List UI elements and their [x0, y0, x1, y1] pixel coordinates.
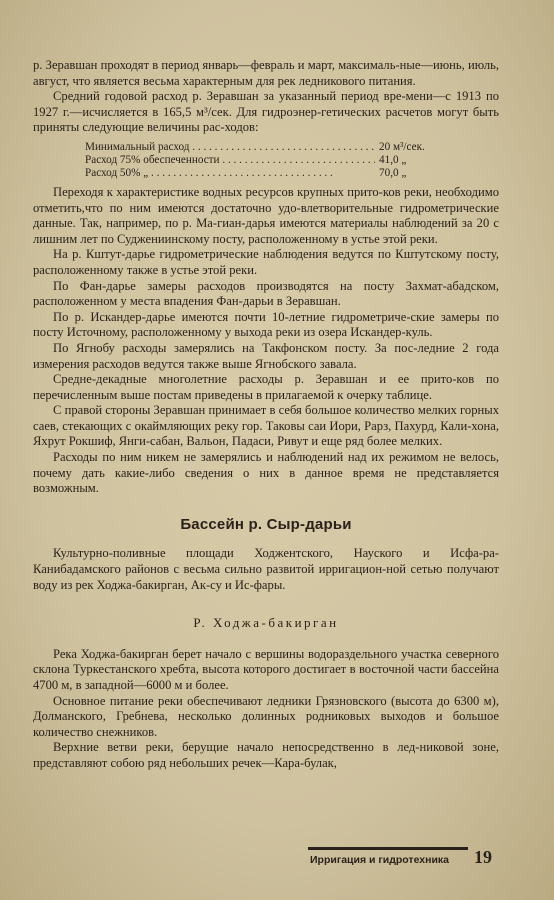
- discharge-row: [85, 167, 453, 180]
- paragraph: р. Зеравшан проходят в период январь—февраль и март, максималь-ные—июнь, июль, август, что является весьма характерным для рек ледникового питания.: [33, 58, 499, 88]
- discharge-row: [85, 141, 453, 154]
- discharge-value: 70,0 „: [379, 166, 407, 179]
- paragraph: Средне-декадные многолетние расходы р. Зеравшан и ее прито-ков по перечисленным выше постам приведены в прилагаемой к очерку таблице.: [33, 372, 499, 402]
- discharge-label: Минимальный расход . . .: [85, 141, 375, 154]
- paragraph: Верхние ветви реки, берущие начало непосредственно в лед-никовой зоне, представляют собою ряд небольших речек—Кара-булак,: [33, 740, 499, 770]
- paragraph: Основное питание реки обеспечивают ледники Грязновского (высота до 6300 м), Долманского, Гребнева, несколько долинных родниковых выходов и большое количество снежников.: [33, 693, 499, 739]
- paragraph: С правой стороны Зеравшан принимает в себя большое количество мелких горных саев, стекающих с окаймляющих реку гор. Таковы саи Иори, Рарз, Пахурд, Кали-хона, Яхрут Рокшиф, Янги-сабан, Вальон, Падаси, Ривут и еще ряд более мелких.: [33, 403, 499, 449]
- paragraph: По р. Искандер-дарье имеются почти 10-летние гидрометриче-ские замеры по посту Источному, расположенному у выхода реки из озера Искандер-куль.: [33, 309, 499, 340]
- paragraph: По Ягнобу расходы замерялись на Такфонском посту. За пос-ледние 2 года измерения расходов ведутся также выше Ягнобского завала.: [33, 340, 499, 371]
- discharge-values-list: [85, 141, 453, 180]
- footer-rule: [308, 847, 468, 850]
- section-heading: Бассейн р. Сыр-дарьи: [180, 515, 352, 533]
- river-subheading: Р. Ходжа-бакирган: [193, 615, 339, 631]
- paragraph: Средний годовой расход р. Зеравшан за указанный период вре-мени—с 1913 по 1927 г.—исчисляется в 165,5 м³/сек. Для гидроэнер-гетических расчетов могут быть приняты следующие величины рас-ходов:: [33, 89, 499, 135]
- discharge-label: Расход 75% обеспеченности . . .: [85, 154, 375, 167]
- paragraph: Река Ходжа-бакирган берет начало с вершины водораздельного участка северного склона Туркестанского хребта, высота которого достигает в восточной части бассейна 4700 м, в западной—6000 м и более.: [33, 646, 499, 692]
- discharge-label: Расход 50% „ . . .: [85, 167, 375, 180]
- discharge-value: 41,0 „: [379, 153, 407, 166]
- page-number: 19: [474, 847, 492, 867]
- paragraph: Расходы по ним никем не замерялись и наблюдений над их режимом не велось, почему дать какие-либо сведения о них в данное время не представляется возможным.: [33, 450, 499, 496]
- paragraph: Культурно-поливные площади Ходжентского, Науского и Исфа-ра-Канибадамского районов с весьма сильно развитой ирригацион-ной сетью получают воду из рек Ходжа-бакирган, Ак-су и Ис-фары.: [33, 546, 499, 592]
- paragraph: По Фан-дарье замеры расходов производятся на посту Захмат-абадском, расположенном у места впадения Фан-дарьи в Зеравшан.: [33, 278, 499, 309]
- discharge-row: [85, 154, 453, 167]
- page-body: [33, 58, 499, 772]
- paragraph: На р. Кштут-дарье гидрометрические наблюдения ведутся по Кштутскому посту, расположенному также в устье этой реки.: [33, 247, 499, 277]
- discharge-value: 20 м³/сек.: [379, 140, 425, 153]
- running-footer: Ирригация и гидротехника: [310, 854, 450, 866]
- paragraph: Переходя к характеристике водных ресурсов крупных прито-ков реки, необходимо отметить,что по ним имеются достаточно удо-влетворительные гидрометрические данные. Так, например, по р. Ма-гиан-дарья имеются материалы наблюдений за 20 с лишним лет по Суджениинскому посту, расположенному в устье этой реки.: [33, 184, 499, 246]
